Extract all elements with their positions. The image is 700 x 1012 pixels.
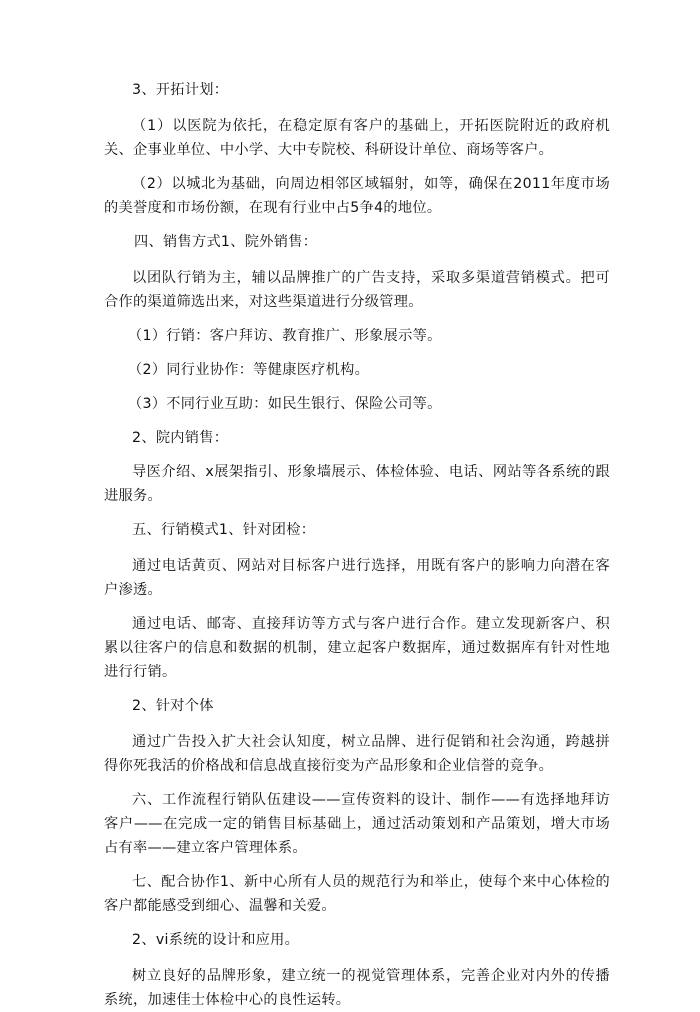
paragraph-cooperation: 七、配合协作1、新中心所有人员的规范行为和举止，使每个来中心体检的客户都能感受到细心、温馨和关爱。 <box>104 874 610 914</box>
paragraph-inhouse: 导医介绍、x展架指引、形象墙展示、体检体验、电话、网站等各系统的跟进服务。 <box>104 464 610 504</box>
section-heading-inhouse: 2、院内销售： <box>132 430 229 446</box>
paragraph-sales-intro: 以团队行销为主，辅以品牌推广的广告支持，采取多渠道营销模式。把可合作的渠道筛选出来，对这些渠道进行分级管理。 <box>104 270 610 310</box>
list-item-sales-2: （2）同行业协作：等健康医疗机构。 <box>128 362 370 378</box>
paragraph-vi: 树立良好的品牌形象，建立统一的视觉管理体系，完善企业对内外的传播系统，加速佳士体检中心的良性运转。 <box>104 968 610 1008</box>
section-heading-mode: 五、行销模式1、针对团检： <box>132 522 316 538</box>
section-heading-sales: 四、销售方式1、院外销售： <box>134 234 318 250</box>
list-item-sales-3: （3）不同行业互助：如民生银行、保险公司等。 <box>128 396 442 412</box>
paragraph-mode-2: 通过电话、邮寄、直接拜访等方式与客户进行合作。建立发现新客户、积累以往客户的信息和数据的机制，建立起客户数据库，通过数据库有针对性地进行行销。 <box>104 616 610 680</box>
list-item-sales-1: （1）行销：客户拜访、教育推广、形象展示等。 <box>128 328 442 344</box>
paragraph-workflow: 六、工作流程行销队伍建设——宣传资料的设计、制作——有选择地拜访客户——在完成一定的销售目标基础上，通过活动策划和产品策划，增大市场占有率——建立客户管理体系。 <box>104 792 610 856</box>
section-heading-individual: 2、针对个体 <box>132 698 214 714</box>
paragraph-individual: 通过广告投入扩大社会认知度，树立品牌、进行促销和社会沟通，跨越拼得你死我活的价格战和信息战直接衍变为产品形象和企业信誉的竞争。 <box>104 734 610 774</box>
paragraph-plan-2: （2）以城北为基础，向周边相邻区域辐射，如等，确保在2011年度市场的美誉度和市场份额，在现有行业中占5争4的地位。 <box>104 176 610 216</box>
section-heading-plan: 3、开拓计划： <box>132 82 229 98</box>
paragraph-mode-1: 通过电话黄页、网站对目标客户进行选择，用既有客户的影响力向潜在客户渗透。 <box>104 558 610 598</box>
section-heading-vi: 2、vi系统的设计和应用。 <box>132 932 300 948</box>
paragraph-plan-1: （1）以医院为依托，在稳定原有客户的基础上，开拓医院附近的政府机关、企事业单位、中小学、大中专院校、科研设计单位、商场等客户。 <box>104 118 610 158</box>
